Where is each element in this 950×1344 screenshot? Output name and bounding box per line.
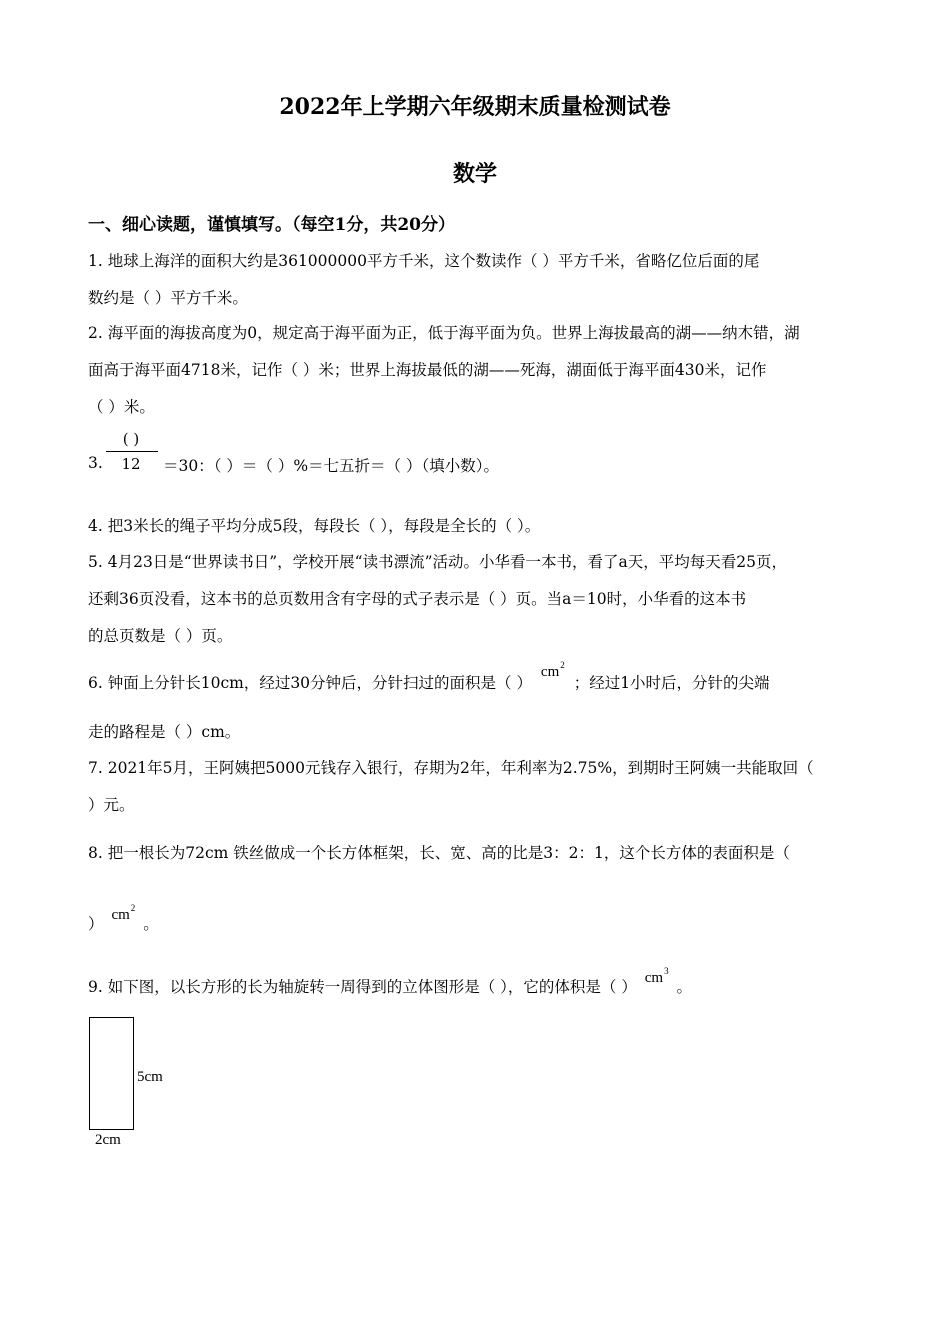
- question-5-line-3: 的总页数是（ ）页。: [88, 627, 233, 645]
- question-8-paren: ）: [88, 915, 104, 933]
- question-6-part-1: 6. 钟面上分针长10cm，经过30分钟后，分针扫过的面积是（ ）: [88, 674, 532, 692]
- question-8-line-2: [88, 903, 159, 934]
- exam-title: 2022年上学期六年级期末质量检测试卷: [279, 94, 671, 120]
- question-2-line-3: （ ）米。: [88, 398, 155, 416]
- question-2-line-2: 面高于海平面4718米，记作（ ）米；世界上海拔最低的湖——死海，湖面低于海平面430米，记作: [88, 361, 767, 379]
- question-9-part-1: 9. 如下图，以长方形的长为轴旋转一周得到的立体图形是（ ），它的体积是（ ）: [88, 978, 637, 996]
- question-9-end: 。: [676, 978, 693, 996]
- fraction-denominator: 12: [121, 455, 141, 473]
- question-8-line-1: 8. 把一根长为72cm 铁丝做成一个长方体框架，长、宽、高的比是3：2：1，这个长方体的表面积是（: [88, 844, 790, 862]
- question-1-line-1: 1. 地球上海洋的面积大约是361000000平方千米，这个数读作（ ）平方千米，省略亿位后面的尾: [88, 252, 760, 270]
- surface-area-unit: $cm^2$: [111, 903, 136, 923]
- volume-unit: $cm^3$: [644, 966, 669, 986]
- rectangle-length-label: 5cm: [137, 1069, 163, 1085]
- question-9-line-1: [88, 966, 693, 997]
- question-5-line-2: 还剩36页没看，这本书的总页数用含有字母的式子表示是（ ）页。当a＝10时，小华看的这本书: [88, 590, 747, 608]
- question-3-line: ＝30：（ ）＝（ ）%＝七五折＝（ ）（填小数）。: [163, 457, 499, 475]
- fraction-bar: [106, 451, 158, 452]
- question-6-line-2: 走的路程是（ ）cm。: [88, 723, 241, 741]
- question-6-part-2: ；经过1小时后，分针的尖端: [573, 674, 770, 692]
- subject-title: 数学: [452, 161, 497, 187]
- area-unit: $cm^2$: [540, 660, 565, 680]
- question-1-line-2: 数约是（ ）平方千米。: [88, 289, 248, 307]
- question-2-line-1: 2. 海平面的海拔高度为0，规定高于海平面为正，低于海平面为负。世界上海拔最高的湖——纳木错，湖: [88, 324, 800, 342]
- question-7-line-1: 7. 2021年5月，王阿姨把5000元钱存入银行，存期为2年，年利率为2.75%，到期时王阿姨一共能取回（: [88, 759, 814, 777]
- fraction-numerator: ( ): [122, 430, 140, 448]
- question-7-line-2: ）元。: [88, 796, 135, 814]
- rectangle-figure: [89, 1017, 134, 1130]
- question-5-line-1: 5. 4月23日是“世界读书日”，学校开展“读书漂流”活动。小华看一本书，看了a天，平均每天看25页，: [88, 553, 787, 571]
- question-3-number: 3.: [88, 454, 103, 472]
- question-4-line-1: 4. 把3米长的绳子平均分成5段，每段长（ ），每段是全长的（ ）。: [88, 517, 541, 535]
- question-8-end: 。: [143, 915, 159, 933]
- question-6-line-1: [88, 660, 770, 693]
- rectangle-width-label: 2cm: [95, 1132, 121, 1148]
- section-heading: 一、细心读题，谨慎填写。（每空1分，共20分）: [88, 215, 455, 235]
